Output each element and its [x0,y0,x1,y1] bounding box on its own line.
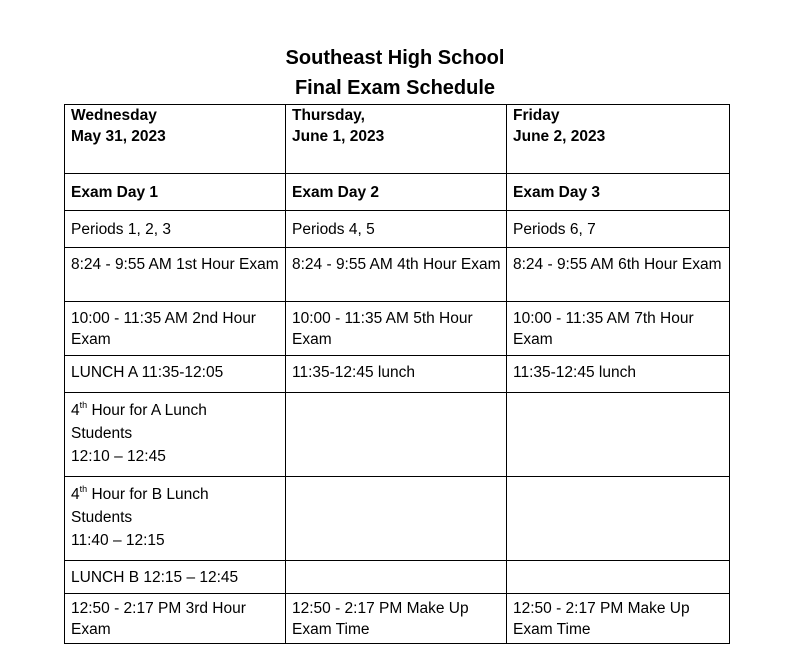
fourth-hour-b-time: 11:40 – 12:15 [71,532,165,549]
column-header-friday [507,105,730,174]
table-cell [65,561,286,594]
table-cell [507,302,730,356]
hour-text: Hour for B Lunch [87,486,209,503]
lunch-text: 11:35-12:45 lunch [513,364,636,381]
exam-time-text: 10:00 - 11:35 AM 2nd Hour Exam [71,310,256,348]
periods-text: Periods 1, 2, 3 [71,221,171,238]
table-cell [507,594,730,644]
column-header-thursday [286,105,507,174]
lunch-text: 11:35-12:45 lunch [292,364,415,381]
exam-time-text: 12:50 - 2:17 PM Make Up Exam Time [292,600,469,638]
exam-day-label: Exam Day 3 [513,184,601,201]
date-label: May 31, 2023 [71,128,166,145]
fourth-hour-a-line2: Students [71,425,133,442]
fourth-hour-b-row [65,477,730,561]
day-label: Friday [513,107,560,124]
second-exam-row [65,302,730,356]
exam-time-text: 8:24 - 9:55 AM 4th Hour Exam [292,256,501,273]
empty-cell [286,477,507,561]
table-cell [65,477,286,561]
day-label: Wednesday [71,107,157,124]
table-cell [65,248,286,302]
exam-day-label: Exam Day 1 [71,184,159,201]
empty-cell [507,477,730,561]
fourth-hour-a-row [65,393,730,477]
exam-schedule-table [64,104,730,644]
table-cell [507,174,730,211]
table-cell [286,248,507,302]
table-cell [286,594,507,644]
table-cell [507,211,730,248]
periods-text: Periods 4, 5 [292,221,375,238]
empty-cell [507,393,730,477]
column-header-wednesday [65,105,286,174]
exam-time-text: 12:50 - 2:17 PM Make Up Exam Time [513,600,690,638]
document-subtitle: Final Exam Schedule [294,77,496,99]
empty-cell [507,561,730,594]
empty-cell [286,561,507,594]
day-label: Thursday, [292,107,365,124]
exam-time-text: 8:24 - 9:55 AM 6th Hour Exam [513,256,722,273]
exam-time-text: 10:00 - 11:35 AM 5th Hour Exam [292,310,473,348]
fourth-hour-a-time: 12:10 – 12:45 [71,448,166,465]
table-cell [65,302,286,356]
table-cell [65,594,286,644]
lunch-b-text: LUNCH B 12:15 – 12:45 [71,569,239,586]
table-cell [507,248,730,302]
table-cell [65,356,286,393]
table-cell [286,302,507,356]
periods-text: Periods 6, 7 [513,221,596,238]
table-cell [286,174,507,211]
table-cell [286,211,507,248]
exam-time-text: 8:24 - 9:55 AM 1st Hour Exam [71,256,279,273]
lunch-text: LUNCH A 11:35-12:05 [71,364,224,381]
empty-cell [286,393,507,477]
exam-time-text: 10:00 - 11:35 AM 7th Hour Exam [513,310,694,348]
table-cell [65,211,286,248]
lunch-row [65,356,730,393]
exam-day-label: Exam Day 2 [292,184,380,201]
exam-day-row [65,174,730,211]
fourth-hour-b-line1 [71,483,285,506]
ordinal-suffix: th [79,400,88,410]
first-exam-row [65,248,730,302]
date-label: June 1, 2023 [292,128,385,145]
hour-number: 4 [71,402,80,419]
lunch-b-row [65,561,730,594]
exam-time-text: 12:50 - 2:17 PM 3rd Hour Exam [71,600,246,638]
periods-row [65,211,730,248]
header-row [65,105,730,174]
hour-number: 4 [71,486,80,503]
fourth-hour-a-line1 [71,399,285,422]
ordinal-suffix: th [79,484,88,494]
hour-text: Hour for A Lunch [87,402,207,419]
table-cell [65,393,286,477]
table-cell [507,356,730,393]
document-title: Southeast High School [285,47,505,69]
fourth-hour-b-line2: Students [71,509,133,526]
date-label: June 2, 2023 [513,128,606,145]
table-cell [65,174,286,211]
table-cell [286,356,507,393]
afternoon-exam-row [65,594,730,644]
